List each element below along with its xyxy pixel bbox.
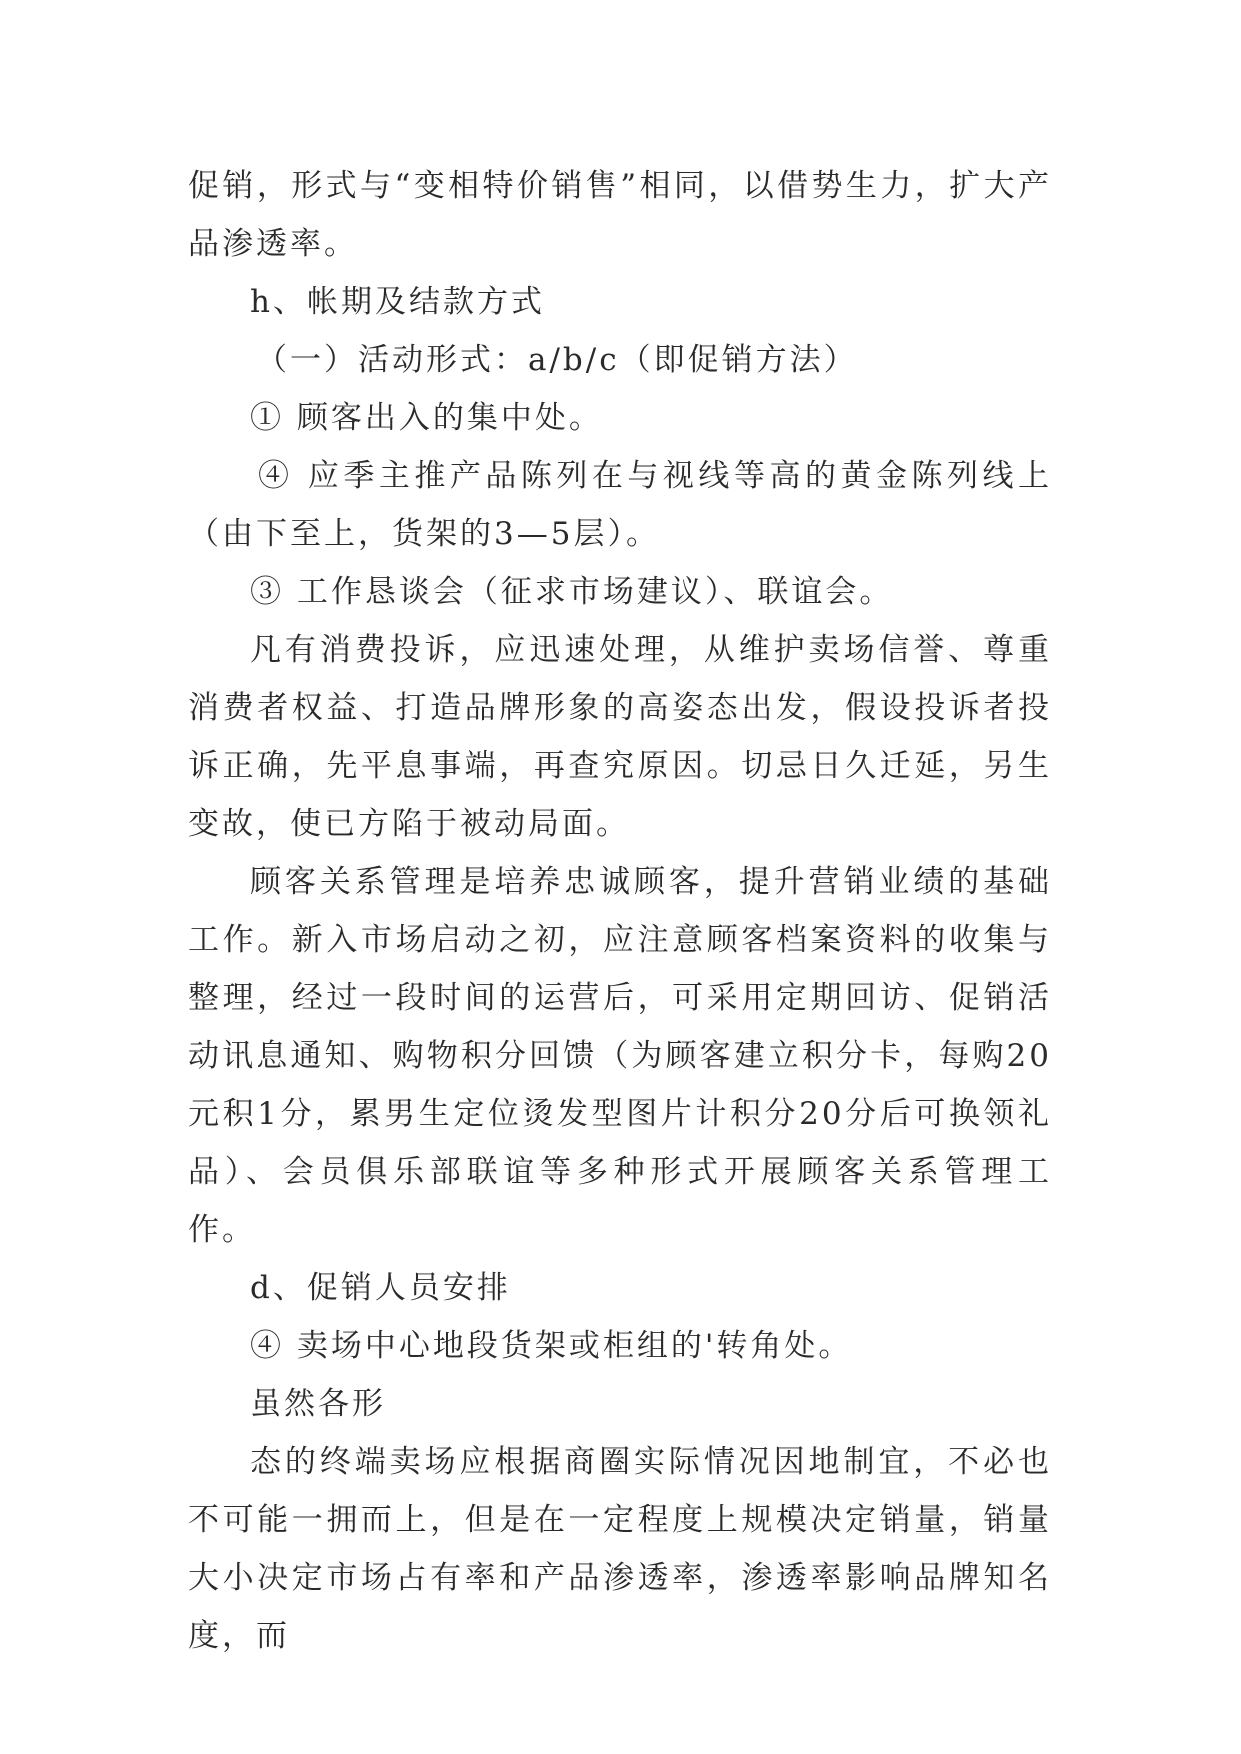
document-body <box>188 157 1052 1665</box>
paragraph-heading-h: h、帐期及结款方式 <box>250 284 545 320</box>
paragraph-terminal-stores: 态的终端卖场应根据商圈实际情况因地制宜，不必也不可能一拥而上，但是在一定程度上规模决定销量，销量大小决定市场占有率和产品渗透率，渗透率影响品牌知名度，而 <box>188 1444 1052 1654</box>
paragraph-item-4-corner: ④ 卖场中心地段货架或柜组的'转角处。 <box>250 1328 853 1364</box>
paragraph-heading-d: d、促销人员安排 <box>250 1270 511 1306</box>
paragraph-continuation: 促销，形式与“变相特价销售”相同，以借势生力，扩大产品渗透率。 <box>188 168 1052 262</box>
paragraph-short-line: 虽然各形 <box>250 1386 386 1422</box>
paragraph-item-3: ③ 工作恳谈会（征求市场建议）、联谊会。 <box>250 574 894 610</box>
paragraph-activity-form: （一）活动形式：a/b/c（即促销方法） <box>256 342 858 378</box>
paragraph-item-4-display: ④ 应季主推产品陈列在与视线等高的黄金陈列线上（由下至上，货架的3—5层）。 <box>188 458 1052 552</box>
paragraph-customer-relations: 顾客关系管理是培养忠诚顾客，提升营销业绩的基础工作。新入市场启动之初，应注意顾客档案资料的收集与整理，经过一段时间的运营后，可采用定期回访、促销活动讯息通知、购物积分回馈（为顾客建立积分卡，每购20元积1分，累男生定位烫发型图片计积分20分后可换领礼品）、会员俱乐部联谊等多种形式开展顾客关系管理工作。 <box>188 864 1052 1248</box>
paragraph-complaints: 凡有消费投诉，应迅速处理，从维护卖场信誉、尊重消费者权益、打造品牌形象的高姿态出发，假设投诉者投诉正确，先平息事端，再查究原因。切忌日久迁延，另生变故，使已方陷于被动局面。 <box>188 632 1052 842</box>
paragraph-item-1: ① 顾客出入的集中处。 <box>250 400 603 436</box>
